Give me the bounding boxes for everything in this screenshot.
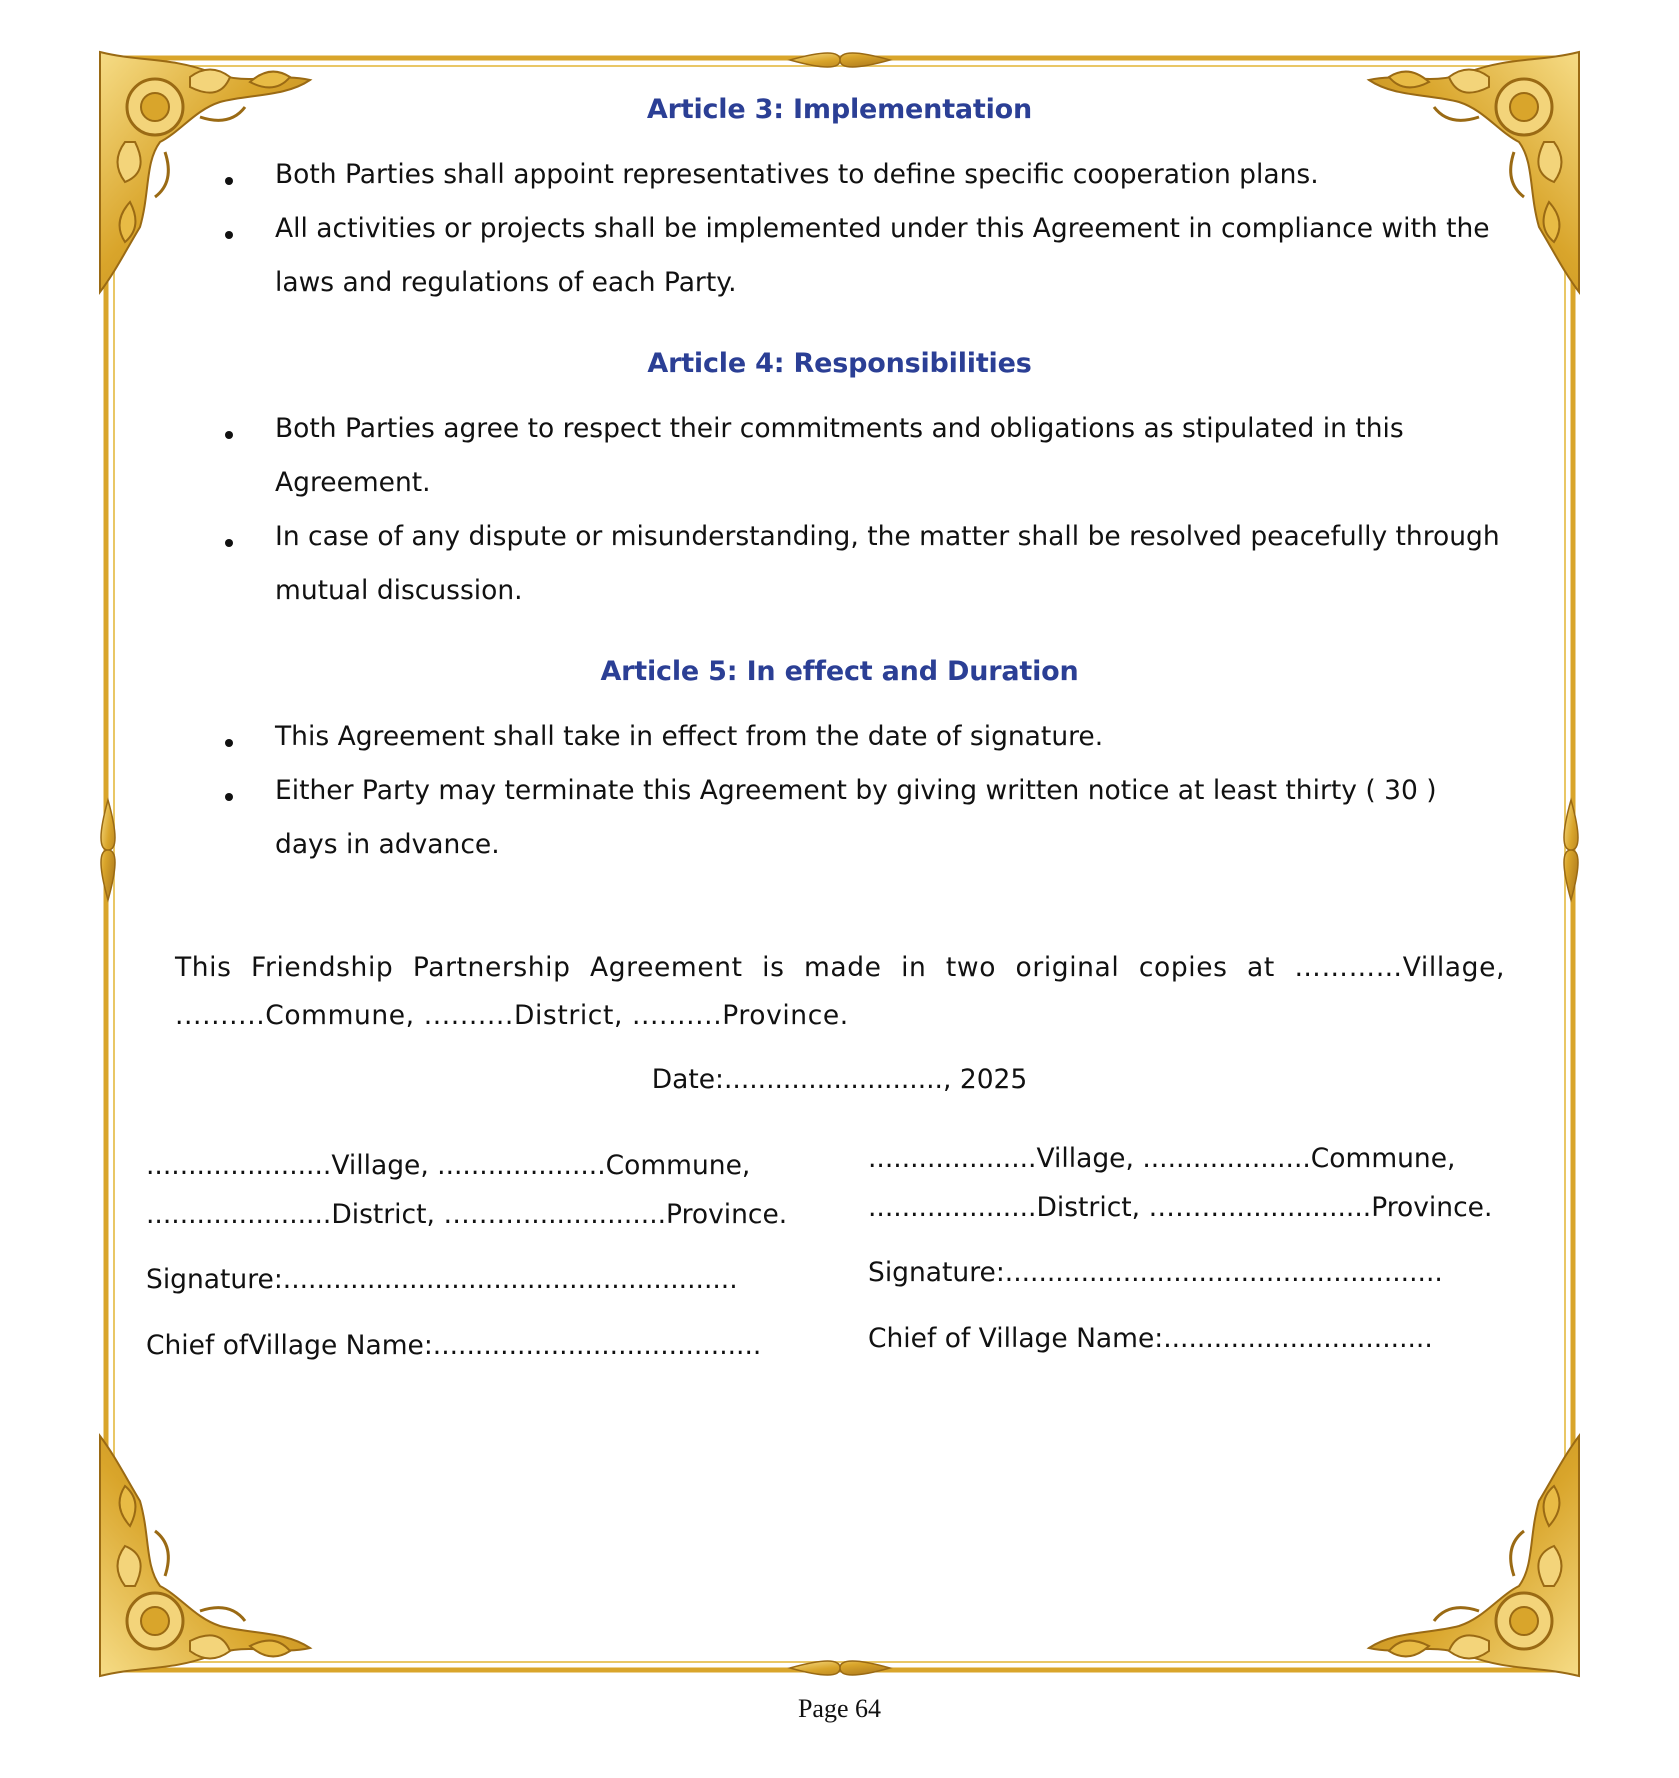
left-party-chief-name: Chief ofVillage Name:....................................... bbox=[146, 1330, 762, 1361]
bullet-dot bbox=[225, 431, 233, 439]
bullet-dot bbox=[225, 539, 233, 547]
article-4-heading: Article 4: Responsibilities bbox=[647, 348, 1032, 379]
left-party-signature: Signature:...................................................... bbox=[146, 1264, 738, 1295]
closing-statement: This Friendship Partnership Agreement is made in two original copies at …………Village, ..........Commune, ..........District, ..........Province. bbox=[175, 952, 1505, 1031]
article-4-bullet-1: Both Parties agree to respect their commitments and obligations as stipulated in this Agreement. bbox=[275, 413, 1404, 498]
bullet-dot bbox=[225, 177, 233, 185]
page-number: Page 64 bbox=[797, 1694, 882, 1723]
article-3-bullet-2: All activities or projects shall be implemented under this Agreement in compliance with the laws and regulations of each Party. bbox=[275, 213, 1490, 298]
right-party-address-line-1: ....................Village, ....................Commune, bbox=[868, 1143, 1456, 1174]
left-party-address-line-1: ......................Village, ....................Commune, bbox=[146, 1150, 751, 1181]
bullet-dot bbox=[225, 793, 233, 801]
article-4-bullet-2: In case of any dispute or misunderstanding, the matter shall be resolved peacefully through mutual discussion. bbox=[275, 521, 1500, 606]
article-3-heading: Article 3: Implementation bbox=[646, 94, 1033, 125]
right-party-chief-name: Chief of Village Name:................................ bbox=[868, 1323, 1433, 1354]
left-party-address-line-2: ......................District, ……….................Province. bbox=[146, 1199, 788, 1230]
agreement-date: Date:.........................., 2025 bbox=[651, 1064, 1028, 1095]
article-5-bullet-1: This Agreement shall take in effect from the date of signature. bbox=[275, 721, 1104, 752]
right-party-address-line-2: ....................District, ……….................Province. bbox=[868, 1192, 1493, 1223]
article-5-heading: Article 5: In effect and Duration bbox=[600, 656, 1079, 687]
bullet-dot bbox=[225, 231, 233, 239]
bullet-dot bbox=[225, 739, 233, 747]
article-5-bullet-2: Either Party may terminate this Agreement by giving written notice at least thirty ( 30 ) days in advance. bbox=[275, 775, 1437, 860]
article-3-bullet-1: Both Parties shall appoint representatives to define specific cooperation plans. bbox=[275, 159, 1319, 190]
right-party-signature: Signature:.................................................... bbox=[868, 1257, 1443, 1288]
